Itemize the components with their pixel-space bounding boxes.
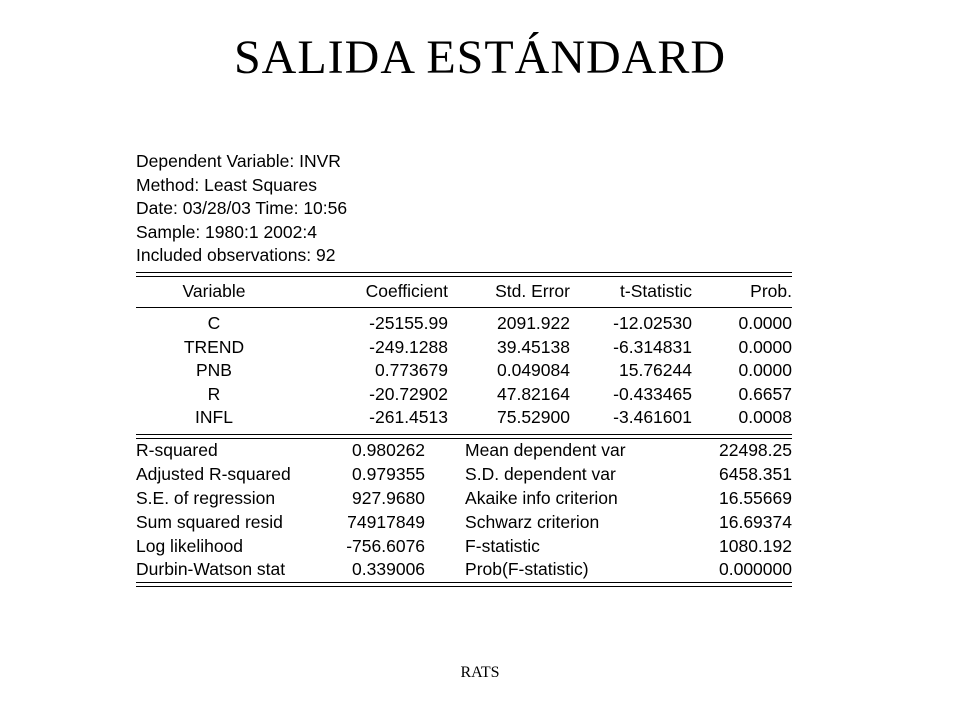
- t-statistic-value: -3.461601: [613, 407, 692, 428]
- table-row: [136, 383, 792, 407]
- statistic-label: Schwarz criterion: [465, 511, 600, 532]
- statistic-label: Sum squared resid: [136, 511, 283, 532]
- column-header: Std. Error: [495, 281, 570, 302]
- coefficient-value: -20.72902: [369, 383, 448, 404]
- statistic-value: 1080.192: [719, 535, 792, 556]
- table-row: [136, 511, 792, 535]
- statistic-label: Prob(F-statistic): [465, 559, 589, 580]
- statistic-label: Akaike info criterion: [465, 487, 618, 508]
- statistic-label: S.D. dependent var: [465, 463, 616, 484]
- variable-name: INFL: [195, 407, 233, 428]
- variable-name: PNB: [196, 360, 232, 381]
- table-row: [136, 336, 792, 360]
- coefficient-value: 0.773679: [375, 360, 448, 381]
- std-error-value: 2091.922: [497, 312, 570, 333]
- std-error-value: 39.45138: [497, 336, 570, 357]
- date-time-line: Date: 03/28/03 Time: 10:56: [136, 198, 348, 219]
- statistic-label: R-squared: [136, 439, 218, 460]
- prob-value: 0.6657: [738, 383, 792, 404]
- output-header: [136, 150, 792, 268]
- std-error-value: 75.52900: [497, 407, 570, 428]
- summary-statistics-table: [136, 439, 792, 582]
- coefficient-rows: [136, 308, 792, 434]
- t-statistic-value: -6.314831: [613, 336, 692, 357]
- statistic-label: S.E. of regression: [136, 487, 276, 508]
- divider: [136, 582, 792, 583]
- divider: [136, 434, 792, 435]
- table-row: [136, 439, 792, 463]
- statistic-value: 22498.25: [719, 439, 792, 460]
- statistic-label: Adjusted R-squared: [136, 463, 291, 484]
- prob-value: 0.0000: [738, 336, 792, 357]
- prob-value: 0.0000: [738, 312, 792, 333]
- statistic-value: 0.339006: [352, 559, 426, 580]
- statistic-value: 0.000000: [719, 559, 792, 580]
- statistic-value: 0.980262: [352, 439, 426, 460]
- table-row: [136, 312, 792, 336]
- statistic-value: -756.6076: [346, 535, 426, 556]
- prob-value: 0.0008: [738, 407, 792, 428]
- t-statistic-value: 15.76244: [619, 360, 692, 381]
- column-header: Prob.: [750, 281, 792, 302]
- method-line: Method: Least Squares: [136, 174, 317, 195]
- statistic-label: Log likelihood: [136, 535, 244, 556]
- table-row: [136, 359, 792, 383]
- table-row: [136, 406, 792, 430]
- column-header: Coefficient: [365, 281, 448, 302]
- coefficient-value: -261.4513: [369, 407, 448, 428]
- table-row: [136, 487, 792, 511]
- divider: [136, 272, 792, 273]
- statistic-value: 927.9680: [352, 487, 426, 508]
- table-row: [136, 463, 792, 487]
- divider: [136, 586, 792, 587]
- regression-output: [136, 150, 792, 587]
- prob-value: 0.0000: [738, 360, 792, 381]
- table-row: [136, 558, 792, 582]
- coefficient-value: -249.1288: [369, 336, 448, 357]
- statistic-value: 74917849: [347, 511, 426, 532]
- coefficient-value: -25155.99: [369, 312, 448, 333]
- slide-title: SALIDA ESTÁNDARD: [233, 31, 726, 84]
- table-row: [136, 535, 792, 559]
- statistic-value: 0.979355: [352, 463, 426, 484]
- statistic-label: F-statistic: [465, 535, 540, 556]
- t-statistic-value: -0.433465: [613, 383, 692, 404]
- statistic-value: 6458.351: [719, 463, 792, 484]
- statistic-label: Mean dependent var: [465, 439, 626, 460]
- observations-line: Included observations: 92: [136, 245, 336, 266]
- variable-name: TREND: [183, 336, 245, 357]
- coefficient-table: [136, 277, 792, 307]
- variable-name: R: [207, 383, 221, 404]
- dependent-variable-line: Dependent Variable: INVR: [136, 151, 341, 171]
- column-header: t-Statistic: [620, 281, 692, 302]
- column-header: Variable: [182, 281, 246, 302]
- coefficient-header-row: [136, 277, 792, 307]
- variable-name: C: [207, 312, 221, 333]
- statistic-value: 16.69374: [719, 511, 792, 532]
- t-statistic-value: -12.02530: [613, 312, 692, 333]
- footer-label: RATS: [460, 664, 500, 681]
- sample-line: Sample: 1980:1 2002:4: [136, 221, 317, 242]
- statistic-value: 16.55669: [719, 487, 792, 508]
- std-error-value: 0.049084: [497, 360, 570, 381]
- std-error-value: 47.82164: [497, 383, 570, 404]
- statistic-label: Durbin-Watson stat: [136, 559, 286, 580]
